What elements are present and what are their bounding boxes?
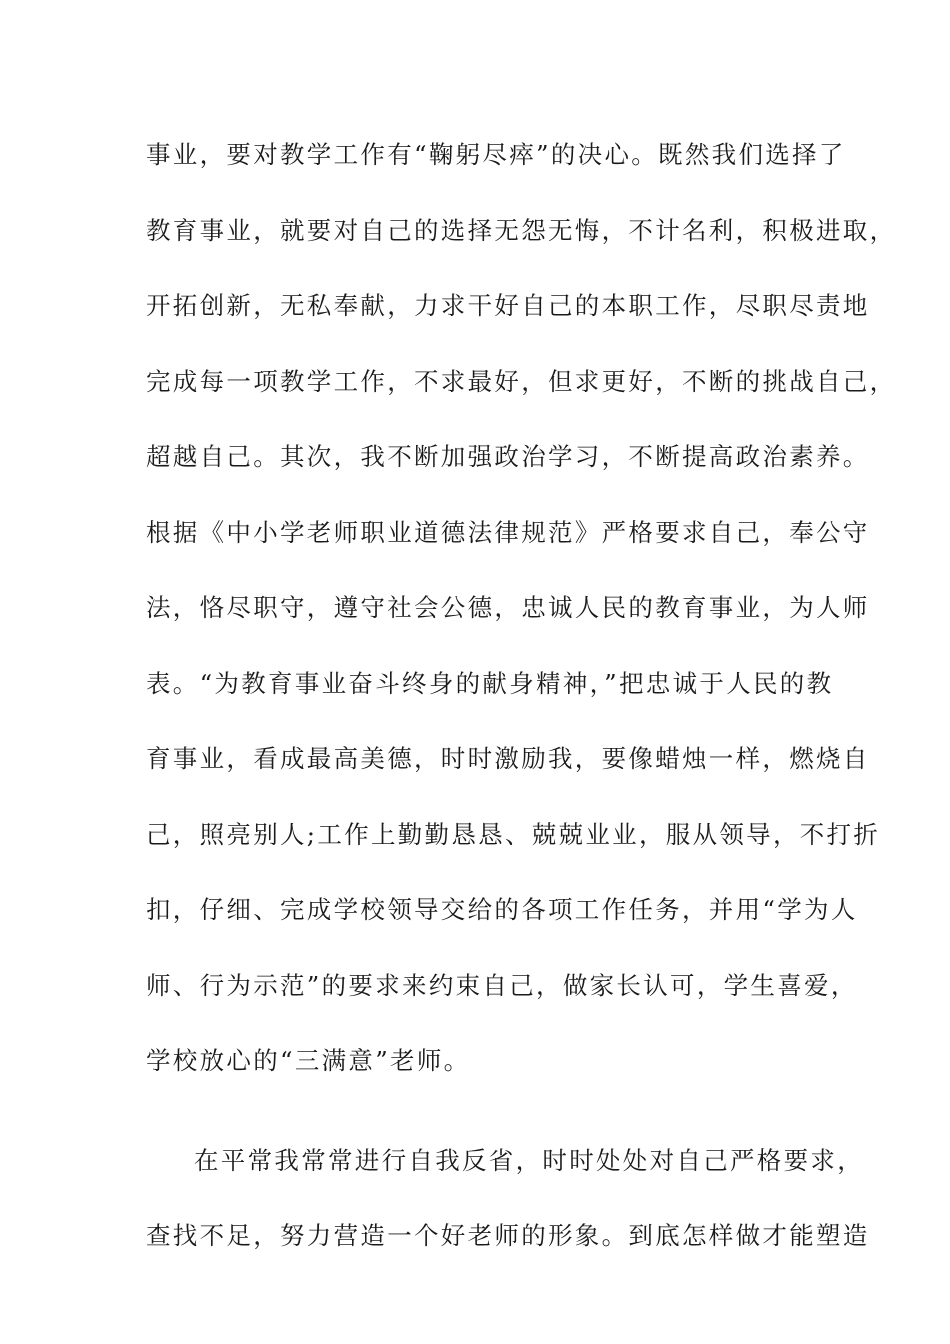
text-line: 学校放心的“三满意”老师。 xyxy=(146,1046,471,1075)
text-line: 查找不足，努力营造一个好老师的形象。到底怎样做才能塑造 xyxy=(146,1221,870,1250)
document-body xyxy=(146,130,897,1287)
paragraph-1 xyxy=(146,130,897,1112)
text-line: 完成每一项教学工作，不求最好，但求更好，不断的挑战自己， xyxy=(146,366,897,396)
paragraph-2 xyxy=(146,1136,870,1287)
text-line: 根据《中小学老师职业道德法律规范》严格要求自己，奉公守 xyxy=(146,517,870,547)
text-line: 开拓创新，无私奉献，力求干好自己的本职工作，尽职尽责地 xyxy=(146,291,870,320)
text-line: 在平常我常常进行自我反省，时时处处对自己严格要求， xyxy=(194,1145,864,1175)
text-line: 育事业，看成最高美德，时时激励我，要像蜡烛一样，燃烧自 xyxy=(146,744,870,773)
text-line: 师、行为示范”的要求来约束自己，做家长认可，学生喜爱， xyxy=(146,970,858,1000)
text-line: 教育事业，就要对自己的选择无怨无悔，不计名利，积极进取， xyxy=(146,215,897,245)
text-line: 法，恪尽职守，遵守社会公德，忠诚人民的教育事业，为人师 xyxy=(146,593,870,622)
text-line: 表。“为教育事业奋斗终身的献身精神，”把忠诚于人民的教 xyxy=(146,668,834,698)
text-line: 扣，仔细、完成学校领导交给的各项工作任务，并用“学为人 xyxy=(146,895,858,924)
text-line: 超越自己。其次，我不断加强政治学习，不断提高政治素养。 xyxy=(146,442,870,471)
text-line: 事业，要对教学工作有“鞠躬尽瘁”的决心。既然我们选择了 xyxy=(146,140,846,169)
text-line: 己，照亮别人;工作上勤勤恳恳、兢兢业业，服从领导，不打折 xyxy=(146,819,881,849)
paragraph-spacer xyxy=(146,1112,846,1136)
